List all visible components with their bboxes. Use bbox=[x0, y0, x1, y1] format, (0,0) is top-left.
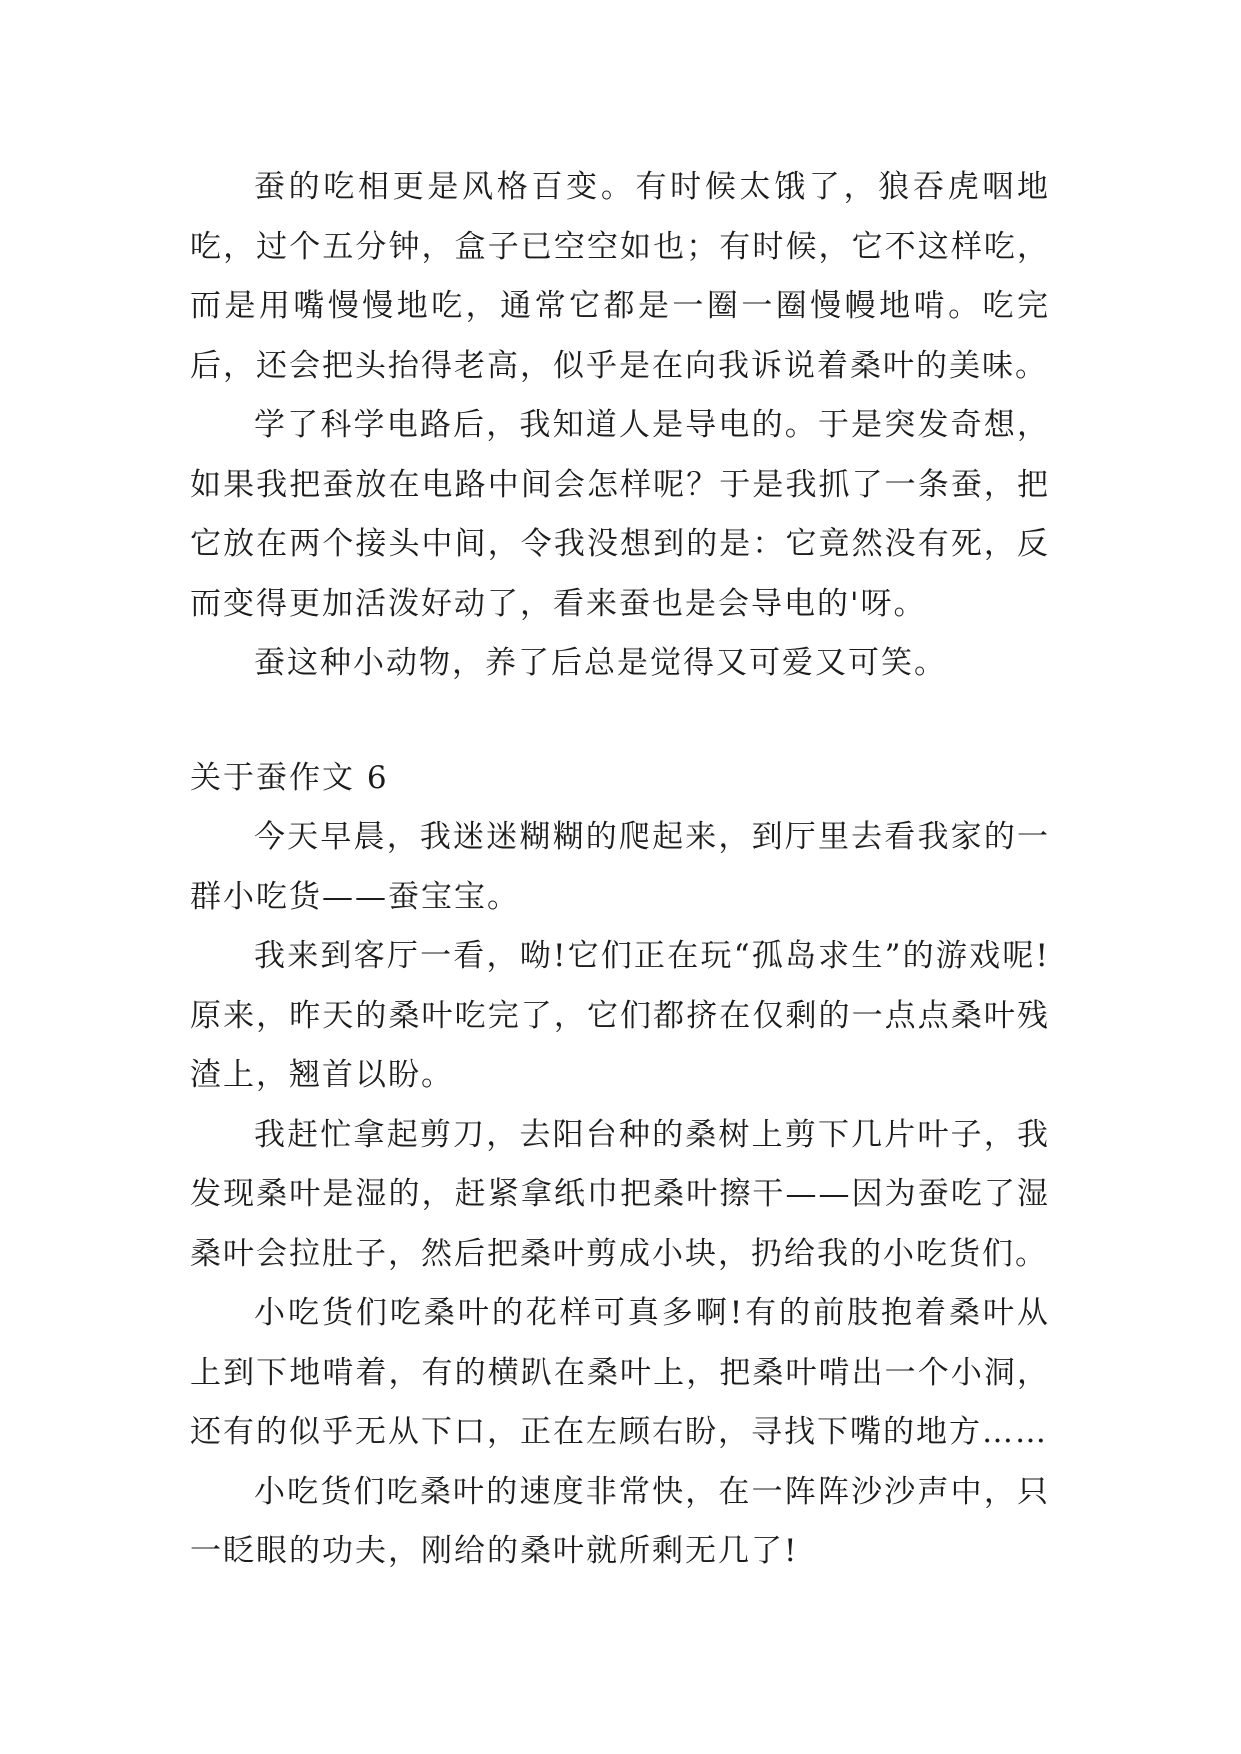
paragraph-silkworm-eating-style: 蚕的吃相更是风格百变。有时候太饿了，狼吞虎咽地吃，过个五分钟，盒子已空空如也；有时候，它不这样吃，而是用嘴慢慢地吃，通常它都是一圈一圈慢幔地啃。吃完后，还会把头抬得老高，似乎是在向我诉说着桑叶的美味。 bbox=[190, 169, 1050, 384]
paragraph-living-room: 我来到客厅一看，呦!它们正在玩“孤岛求生”的游戏呢!原来，昨天的桑叶吃完了，它们都挤在仅剩的一点点桑叶残渣上，翘首以盼。 bbox=[190, 938, 1050, 1093]
paragraph-conclusion: 蚕这种小动物，养了后总是觉得又可爱又可笑。 bbox=[254, 645, 947, 681]
paragraph-cutting-leaves: 我赶忙拿起剪刀，去阳台种的桑树上剪下几片叶子，我发现桑叶是湿的，赶紧拿纸巾把桑叶擦干——因为蚕吃了湿桑叶会拉肚子，然后把桑叶剪成小块，扔给我的小吃货们。 bbox=[190, 1116, 1050, 1272]
paragraph-circuit-experiment: 学了科学电路后，我知道人是导电的。于是突发奇想，如果我把蚕放在电路中间会怎样呢？于是我抓了一条蚕，把它放在两个接头中间，令我没想到的是：它竟然没有死，反而变得更加活泼好动了，看来蚕也是会导电的'呀。 bbox=[190, 407, 1050, 622]
essay-heading: 关于蚕作文 6 bbox=[190, 759, 389, 796]
paragraph-morning: 今天早晨，我迷迷糊糊的爬起来，到厅里去看我家的一群小吃货——蚕宝宝。 bbox=[190, 819, 1050, 915]
paragraph-eating-styles: 小吃货们吃桑叶的花样可真多啊!有的前肢抱着桑叶从上到下地啃着，有的横趴在桑叶上，把桑叶啃出一个小洞，还有的似乎无从下口，正在左顾右盼，寻找下嘴的地方…… bbox=[190, 1295, 1050, 1450]
document-body bbox=[190, 158, 1050, 1582]
paragraph-eating-speed: 小吃货们吃桑叶的速度非常快，在一阵阵沙沙声中，只一眨眼的功夫，刚给的桑叶就所剩无几了! bbox=[190, 1473, 1050, 1569]
